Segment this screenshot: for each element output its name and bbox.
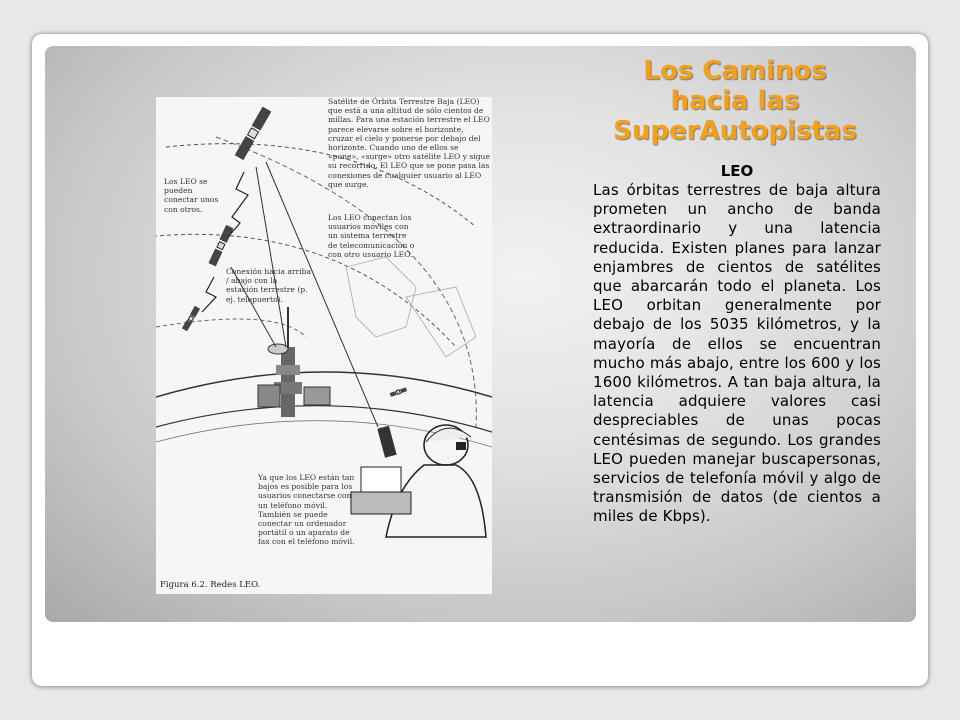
satellite-icon (235, 107, 272, 160)
map-shape-1 (346, 257, 416, 337)
body-paragraph: Las órbitas terrestres de baja altura prometen un ancho de banda extraordinario y una latencia reducida. Existen planes para lanzar enjambres de cientos de satélites que abarcarán todo el planeta. Los LEO orbitan generalmente por debajo de los 5035 kilómetros, y la mayoría de ellos se encuentran mucho más abajo, entre los 600 y los 1600 kilómetros. A tan baja altura, la latencia adquiere valores casi despreciables de unas pocas centésimas de segundo. Los grandes LEO pueden manejar buscapersonas, servicios de telefonía móvil y algo de transmisión de datos (de cientos a miles de Kbps). (593, 181, 881, 526)
slide-title (590, 56, 880, 146)
satellite-icon (182, 306, 200, 332)
title-line: SuperAutopistas (613, 116, 857, 146)
caption-uplink: Conexión hacia arriba / abajo con la estación terrestre (p. ej. telepuerto). (226, 267, 311, 304)
caption-mobile-users: Los LEO conectan los usuarios móviles con un sistema terrestre de telecomunicación o con otro usuario LEO. (328, 213, 415, 259)
caption-leo-orbit: Satélite de Órbita Terrestre Baja (LEO) que está a una altitud de sólo cientos de millas. Para una estación terrestre el LEO parece elevarse sobre el horizonte, cruzar el cielo y ponerse por debajo del horizonte. Cuando uno de ellos se «pone», «surge» otro satélite LEO y sigue su recorrido. El LEO que se pone pasa las conexiones de cualquier usuario al LEO que surge. (328, 97, 490, 189)
map-shape-2 (406, 287, 476, 357)
section-heading: LEO (720, 162, 754, 180)
figure-label: Figura 6.2. Redes LEO. (160, 580, 261, 590)
intersat-link (202, 277, 216, 312)
earth-surface (156, 406, 492, 432)
title-line: hacia las (670, 86, 800, 116)
satellite-icon (390, 387, 407, 397)
mobile-user (351, 425, 486, 537)
title-line: Los Caminos (643, 56, 827, 86)
caption-interconnect: Los LEO se pueden conectar unos con otros. (164, 177, 219, 214)
leo-network-figure (156, 97, 492, 594)
caption-small-devices: Ya que los LEO están tan bajos es posible para los usuarios conectarse con un teléfono móvil. También se puede conectar un ordenador portátil o un aparato de fax con el teléfono móvil. (258, 473, 355, 547)
satellite-icon (208, 225, 233, 266)
